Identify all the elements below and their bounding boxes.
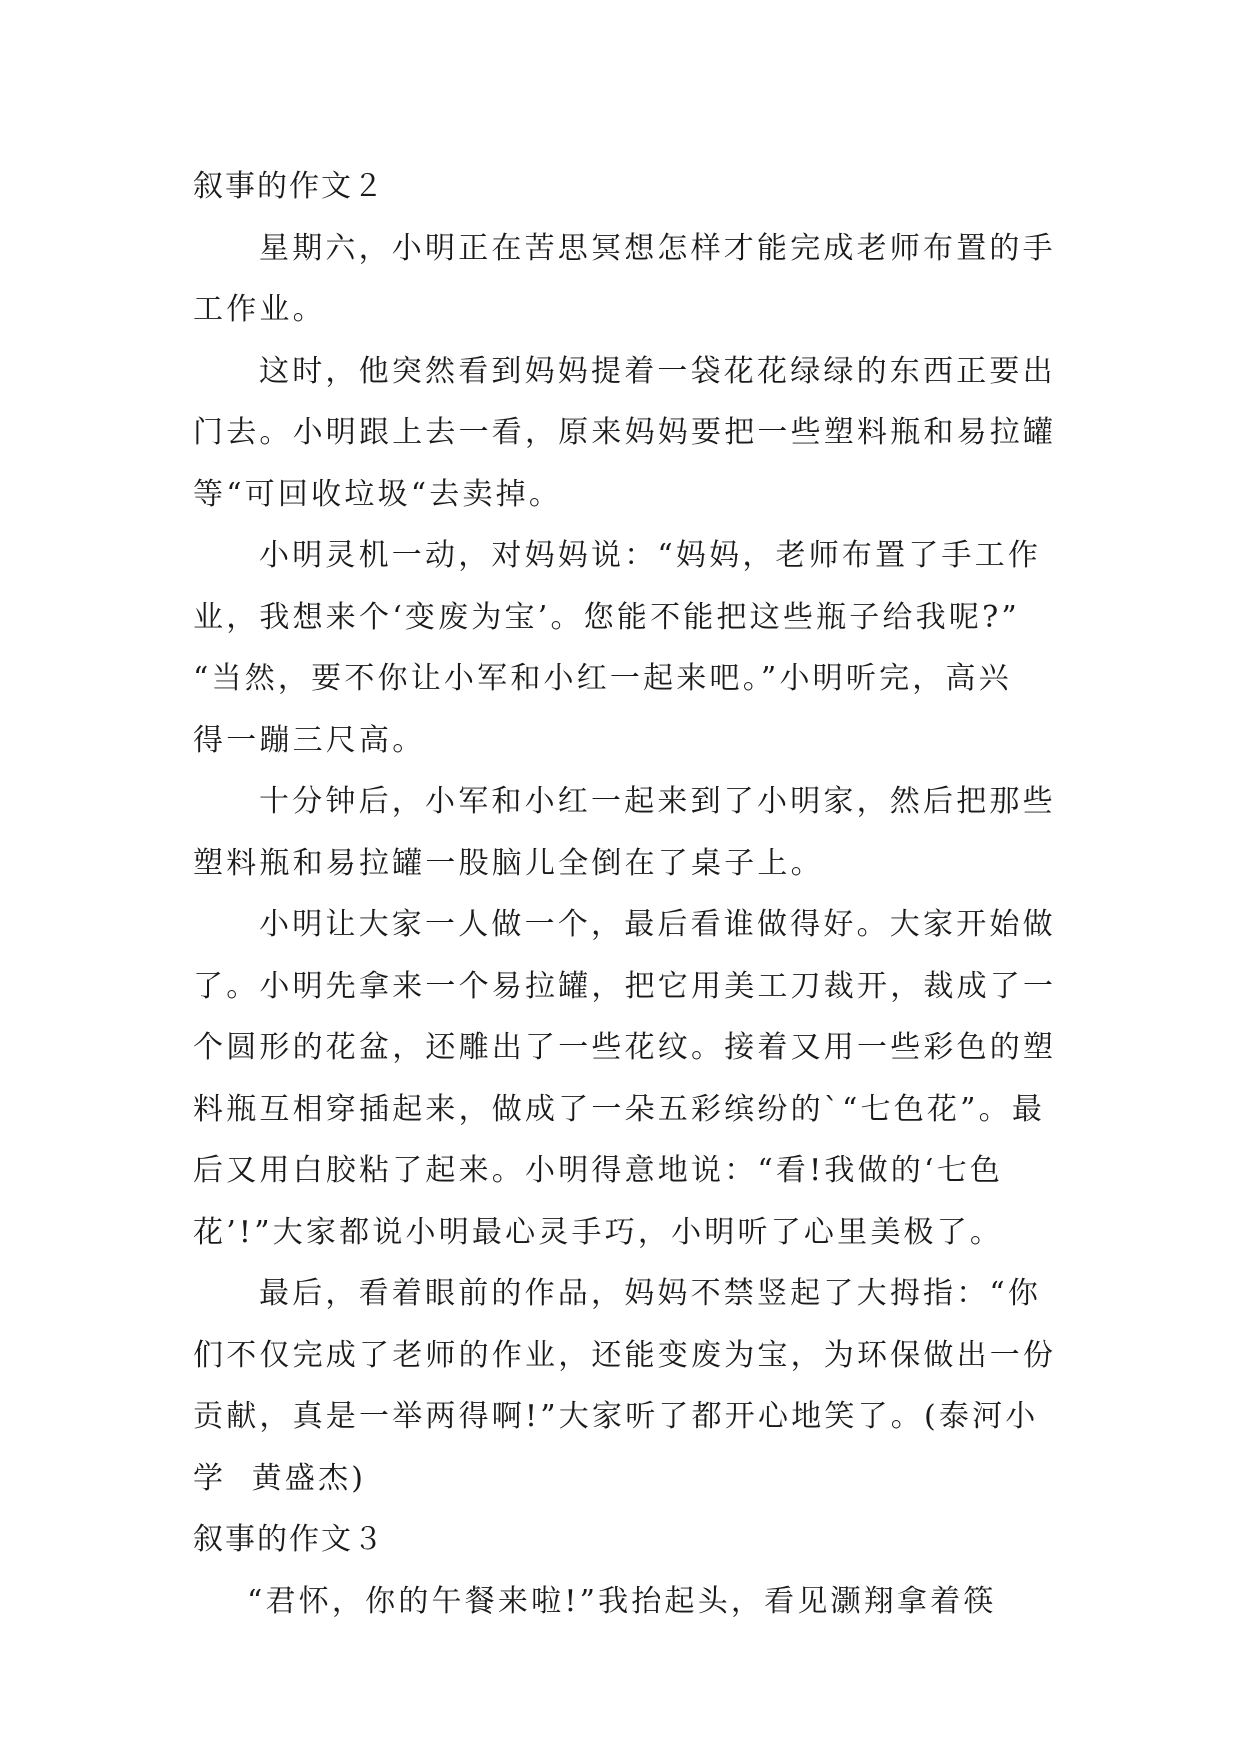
text-line: 业，我想来个‘变废为宝’。您能不能把这些瓶子给我呢?”: [193, 599, 1020, 635]
text-line: 工作业。: [193, 292, 326, 327]
text-line: 小明灵机一动，对妈妈说：“妈妈，老师布置了手工作: [259, 538, 1042, 573]
text-line: 星期六，小明正在苦思冥想怎样才能完成老师布置的手: [259, 230, 1056, 266]
paragraph: [193, 1571, 1053, 1633]
paragraph: [193, 1263, 1057, 1509]
text-line: 塑料瓶和易拉罐一股脑儿全倒在了桌子上。: [193, 845, 824, 881]
text-line: 学 黄盛杰): [193, 1460, 367, 1496]
text-line: 门去。小明跟上去一看，原来妈妈要把一些塑料瓶和易拉罐: [193, 415, 1057, 450]
document-page: [193, 156, 1057, 1632]
text-line: 个圆形的花盆，还雕出了一些花纹。接着又用一些彩色的塑: [193, 1030, 1057, 1065]
text-line: 了。小明先拿来一个易拉罐，把它用美工刀裁开，裁成了一: [193, 968, 1057, 1004]
text-line: 得一蹦三尺高。: [193, 722, 426, 758]
text-line: “当然，要不你让小军和小红一起来吧。”小明听完，高兴: [193, 661, 1012, 696]
text-line: 后又用白胶粘了起来。小明得意地说：“看!我做的‘七色: [193, 1153, 1004, 1188]
paragraph: [193, 771, 1056, 894]
text-line: 最后，看着眼前的作品，妈妈不禁竖起了大拇指：“你: [259, 1276, 1042, 1311]
section-title: 叙事的作文２: [193, 169, 385, 204]
text-line: “君怀，你的午餐来啦!”我抬起头，看见灏翔拿着筷: [247, 1583, 997, 1619]
section-title: 叙事的作文３: [193, 1522, 385, 1557]
text-line: 贡献，真是一举两得啊!”大家听了都开心地笑了。(泰河小: [193, 1399, 1039, 1434]
paragraph: [193, 341, 1057, 526]
paragraph: [193, 894, 1057, 1263]
text-line: 们不仅完成了老师的作业，还能变废为宝，为环保做出一份: [193, 1337, 1057, 1373]
text-line: 料瓶互相穿插起来，做成了一朵五彩缤纷的`“七色花”。最: [193, 1091, 1046, 1127]
paragraph: [193, 525, 1053, 771]
text-line: 等“可回收垃圾“去卖掉。: [193, 476, 563, 512]
paragraph: [193, 218, 1056, 341]
text-line: 花’!”大家都说小明最心灵手巧，小明听了心里美极了。: [193, 1214, 1004, 1250]
text-line: 小明让大家一人做一个，最后看谁做得好。大家开始做: [259, 907, 1056, 942]
text-line: 这时，他突然看到妈妈提着一袋花花绿绿的东西正要出: [259, 353, 1056, 389]
text-line: 十分钟后，小军和小红一起来到了小明家，然后把那些: [259, 784, 1056, 819]
